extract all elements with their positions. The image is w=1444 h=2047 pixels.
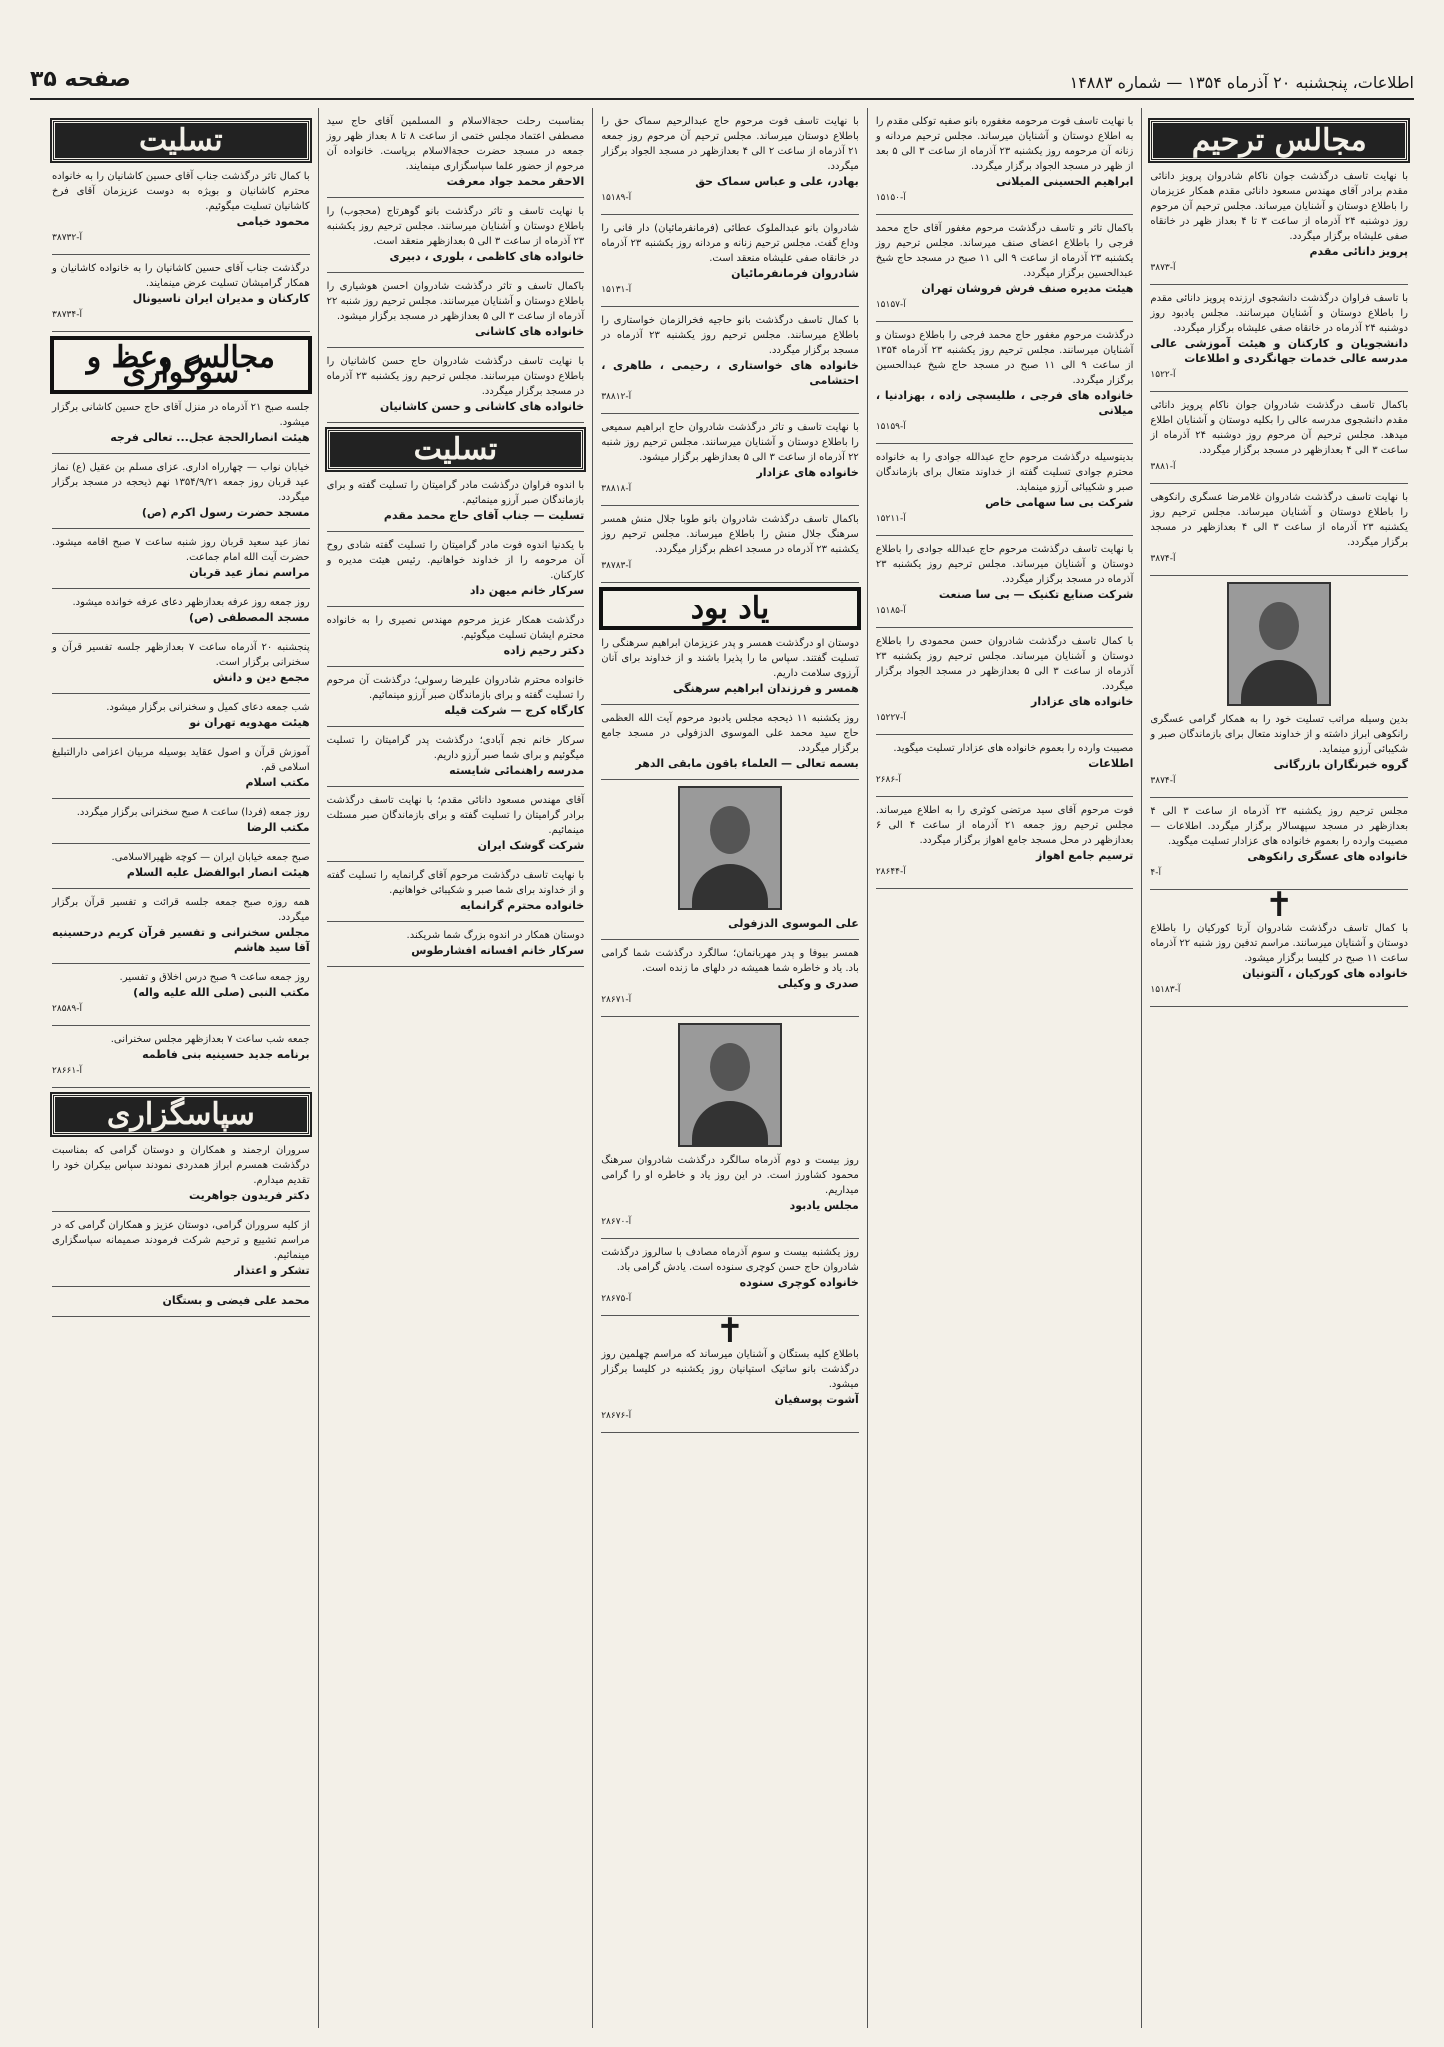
notice-title: بهادر، علی و عباس سماک حق <box>695 175 859 188</box>
notice-ref: آ-۳۸۷۳۲ <box>52 233 82 243</box>
divider <box>52 843 310 844</box>
notice <box>327 478 585 523</box>
notice <box>52 700 310 730</box>
notice-title: مراسم نماز عید قربان <box>189 566 310 579</box>
notice-body: با نهایت تاسف درگذشت شادروان حاج حسن کاشانیان را باطلاع دوستان میرسانند. مجلس ترحیم روز یکشنبه ۲۳ آذرماه در مسجد برگزار میگردد. <box>326 356 585 397</box>
notice-ref: آ-۳۸۷۳ <box>1150 263 1176 273</box>
divider <box>876 888 1134 889</box>
notice <box>1150 169 1408 276</box>
notice-title: تشکر و اعتذار <box>234 1264 310 1277</box>
notice-title: سرکار خانم میهن داد <box>469 584 585 597</box>
notice-title: محمد علی فیضی و بستگان <box>162 1294 310 1307</box>
notice-title: کارکنان و مدیران ایران ناسیونال <box>132 292 310 305</box>
column-2 <box>867 108 1142 2028</box>
notice-body: روز بیست و دوم آذرماه سالگرد درگذشت شادروان سرهنگ محمود کشاورز است. در این روز یاد و خاطره او را گرامی میداریم. <box>601 1155 859 1196</box>
notice <box>52 460 310 520</box>
notice-title: هیئت انصار ابوالفضل علیه السلام <box>126 866 310 879</box>
divider <box>52 331 310 332</box>
notice-title: صدری و وکیلی <box>777 977 859 990</box>
notice-title: همسر و فرزندان ابراهیم سرهنگی <box>673 682 859 695</box>
divider <box>327 347 585 348</box>
notice-ref: آ-۳۸۷۴ <box>1150 554 1176 564</box>
notice <box>1150 804 1408 881</box>
notice-title: تسلیت — جناب آقای حاج محمد مقدم <box>383 509 585 522</box>
notice-body: جلسه صبح ۲۱ آذرماه در منزل آقای حاج حسین کاشانی برگزار میشود. <box>52 402 310 428</box>
notice <box>52 261 310 323</box>
divider <box>327 726 585 727</box>
notice-body: با نهایت تاسف درگذشت شادروان غلامرضا عسگری رانکوهی را باطلاع دوستان و آشنایان میرساند. مجلس ترحیم روز یکشنبه ۲۳ آذرماه از ساعت ۳ الی ۴ بعدازظهر در مسجد برگزار میگردد. <box>1150 492 1408 548</box>
divider <box>52 1286 310 1287</box>
notice-ref: آ-۲۸۶۷۰ <box>601 1217 632 1227</box>
notice-ref: آ-۱۵۱۸۳ <box>1150 985 1181 995</box>
divider <box>52 798 310 799</box>
notice-body: باکمال تاسف درگذشت شادروان بانو طوبا جلال منش همسر سرهنگ جلال منش را باطلاع میرساند. مجلس ترحیم روز یکشنبه ۲۳ آذرماه در مسجد اعظم برگزار میگردد. <box>601 514 859 555</box>
divider <box>327 921 585 922</box>
notice-body: آموزش قرآن و اصول عقاید بوسیله مربیان اعزامی دارالتبلیغ اسلامی قم. <box>52 747 310 773</box>
notice <box>52 895 310 955</box>
notice-body: باکمال تاثر و تاسف درگذشت مرحوم مغفور آقای حاج محمد فرجی را باطلاع اعضای صنف میرساند. مجلس ترحیم روز یکشنبه ۲۳ آذرماه از ساعت ۹ الی ۱۱ صبح در مسجد حاج شیخ عبدالحسین برگزار میگردد. <box>875 223 1134 279</box>
notice-title: مدرسه راهنمائی شایسته <box>449 764 585 777</box>
notice-title: خانواده های عزادار <box>756 466 859 479</box>
divider <box>876 214 1134 215</box>
divider <box>52 963 310 964</box>
notice-body: باطلاع کلیه بستگان و آشنایان میرساند که مراسم چهلمین روز درگذشت بانو ساتیک استپانیان روز یکشنبه در کلیسا برگزار میشود. <box>601 1349 859 1390</box>
notice-body: درگذشت همکار عزیز مرحوم مهندس نصیری را به خانواده محترم ایشان تسلیت میگوئیم. <box>326 615 585 641</box>
notice-title: الاحقر محمد جواد معرفت <box>446 175 585 188</box>
divider <box>327 531 585 532</box>
divider <box>601 214 859 215</box>
notice <box>876 741 1134 788</box>
notice-title: هیئت مدیره صنف فرش فروشان تهران <box>921 282 1134 295</box>
notice <box>1150 712 1408 789</box>
divider <box>52 588 310 589</box>
notice-body: دوستان او درگذشت همسر و پدر عزیزمان ابراهیم سرهنگی را تسلیت گفتند. سپاس ما را پذیرا باشند و از خداوند برای آنان آرزوی سلامت داریم. <box>601 638 859 679</box>
divider <box>1150 483 1408 484</box>
notice-body: آقای مهندس مسعود دانائی مقدم؛ با نهایت تاسف درگذشت برادر گرامیتان را تسلیت گفته و برای بازماندگان صبر مسئلت مینمائیم. <box>326 795 585 836</box>
divider <box>52 888 310 889</box>
notice-body: صبح جمعه خیابان ایران — کوچه ظهیرالاسلامی. <box>111 852 310 863</box>
notice <box>601 916 859 931</box>
notice <box>876 221 1134 313</box>
notice-body: بدین وسیله مراتب تسلیت خود را به همکار گرامی عسگری رانکوهی ابراز داشته و از خداوند متعال برای بازماندگان صبر و شکیبائی آرزو مینماید. <box>1150 714 1408 755</box>
notice-title: خانواده های عزادار <box>1031 695 1134 708</box>
notice-ref: آ-۱۵۱۳۱ <box>601 285 632 295</box>
notice-title: شرکت صنایع تکنیک — بی سا صنعت <box>938 588 1134 601</box>
notice-title: برنامه جدید حسینیه بنی فاطمه <box>142 1048 310 1061</box>
notice-title: شرکت گوشک ایران <box>477 839 585 852</box>
notice-body: نماز عید سعید قربان روز شنبه ساعت ۷ صبح اقامه میشود. حضرت آیت الله امام جماعت. <box>52 537 310 563</box>
notice-ref: آ-۱۵۱۵۰ <box>875 193 906 203</box>
divider <box>327 861 585 862</box>
notice <box>876 450 1134 527</box>
divider <box>327 606 585 607</box>
notice-ref: آ-۲۸۶۷۱ <box>601 995 632 1005</box>
notice <box>52 640 310 685</box>
notice-body: روز جمعه (فردا) ساعت ۸ صبح سخنرانی برگزار میگردد. <box>76 807 310 818</box>
notice-body: همه روزه صبح جمعه جلسه قرائت و تفسیر قرآن برگزار میگردد. <box>52 897 310 923</box>
notice-body: با کمال تاسف درگذشت شادروان آرتا کورکیان را باطلاع دوستان و آشنایان میرسانند. مراسم تدفین روز شنبه ۲۲ آذرماه ساعت ۱۱ صبح در کلیسا برگزار میشود. <box>1150 923 1408 964</box>
notice <box>601 1347 859 1424</box>
notice-ref: آ-۱۵۲۲ <box>1150 370 1176 380</box>
notice-ref: آ-۱۵۱۵۷ <box>875 300 906 310</box>
notice-body: باکمال تاسف درگذشت شادروان جوان ناکام پرویز دانائی مقدم دانشجوی مدرسه عالی را بکلیه دوستان و آشنایان اطلاع میدهد. مجلس ترحیم آن مرحوم روز دوشنبه ۲۴ آذرماه از ساعت ۳ الی ۴ بعدازظهر در مسجد برگزار میگردد. <box>1150 400 1408 456</box>
banner-tasliyat-2: تسلیت <box>327 429 585 470</box>
divider <box>327 422 585 423</box>
page-number: صفحه ۳۵ <box>30 67 131 92</box>
divider <box>601 1432 859 1433</box>
banner-sepasgozari: سپاسگزاری <box>52 1094 310 1135</box>
notice-title: خانواده های کاظمی ، بلوری ، دبیری <box>389 250 585 263</box>
notice-ref: آ-۴ <box>1150 868 1161 878</box>
divider <box>52 254 310 255</box>
column-1 <box>1141 108 1416 2028</box>
notice-title: خانواده کوچری سنوده <box>739 1276 859 1289</box>
notice-title: خانواده های عسگری رانکوهی <box>1247 850 1408 863</box>
divider <box>601 779 859 780</box>
divider <box>876 796 1134 797</box>
notice-grid <box>44 108 1416 2028</box>
notice <box>601 1153 859 1230</box>
page-header <box>30 60 1414 100</box>
divider <box>1150 575 1408 576</box>
notice-title: مسجد المصطفی (ص) <box>188 611 310 624</box>
notice <box>52 805 310 835</box>
divider <box>327 197 585 198</box>
notice-body: با نهایت تاسف و تاثر درگذشت بانو گوهرتاج (محجوب) را باطلاع دوستان و آشنایان میرسانند. مجلس ترحیم روز یکشنبه ۲۳ آذرماه از ساعت ۳ الی ۵ بعدازظهر منعقد است. <box>326 206 585 247</box>
notice-body: با نهایت تاسف درگذشت مرحوم حاج عبدالله جوادی را باطلاع دوستان و آشنایان میرساند. مجلس ترحیم روز یکشنبه ۲۳ آذرماه در مسجد برگزار میگردد. <box>875 544 1134 585</box>
divider <box>327 786 585 787</box>
notice-title: هیئت مهدویه تهران نو <box>189 716 310 729</box>
notice-body: روز جمعه روز عرفه بعدازظهر دعای عرفه خوانده میشود. <box>72 597 310 608</box>
notice-body: مجلس ترحیم روز یکشنبه ۲۳ آذرماه از ساعت ۳ الی ۴ بعدازظهر در مسجد سپهسالار برگزار میگردد. اطلاعات — مصیبت وارده را بعموم خانواده های عزادار تسلیت میگوید. <box>1150 806 1408 847</box>
notice <box>876 634 1134 726</box>
notice-ref: آ-۲۶۸۶ <box>875 775 901 785</box>
column-3 <box>592 108 867 2028</box>
notice-body: با نهایت تاسف و تاثر درگذشت شادروان حاج ابراهیم سمیعی را باطلاع دوستان و آشنایان میرسانند. مجلس ترحیم روز شنبه ۲۲ آذرماه از ساعت ۳ الی ۵ بعدازظهر برگزار میشود. <box>601 422 859 463</box>
notice-body: خانواده محترم شادروان علیرضا رسولی؛ درگذشت آن مرحوم را تسلیت گفته و برای بازماندگان صبر آرزو مینمائیم. <box>326 675 585 701</box>
notice-body: با نهایت تاسف درگذشت جوان ناکام شادروان پرویز دانائی مقدم برادر آقای مهندس مسعود دانائی مقدم همکار عزیزمان را باطلاع دوستان و آشنایان میرساند. مجلس ترحیم آن مرحوم روز دوشنبه ۲۴ آذرماه از ساعت ۳ تا ۴ بعداز ظهر در خانقاه صفی علیشاه برگزار میگردد. <box>1150 171 1409 242</box>
notice <box>327 204 585 264</box>
notice <box>601 1245 859 1307</box>
notice <box>52 1218 310 1278</box>
banner-yadbud: یاد بود <box>601 589 859 628</box>
notice-title: خانواده های خواستاری ، رحیمی ، طاهری ، احتشامی <box>601 359 859 387</box>
notice <box>876 803 1134 880</box>
notice-body: فوت مرحوم آقای سید مرتضی کوثری را به اطلاع میرساند. مجلس ترحیم روز جمعه ۲۱ آذرماه از ساعت ۴ الی ۶ بعدازظهر در محل مسجد جامع اهواز برگزار میگردد. <box>875 805 1134 846</box>
notice-title: دانشجویان و کارکنان و هیئت آموزشی عالی مدرسه عالی خدمات جهانگردی و اطلاعات <box>1150 337 1408 365</box>
divider <box>52 1316 310 1317</box>
divider <box>327 272 585 273</box>
notice-ref: آ-۳۸۸۱ <box>1150 462 1176 472</box>
divider <box>52 633 310 634</box>
divider <box>52 1211 310 1212</box>
divider <box>876 321 1134 322</box>
notice-body: شب جمعه دعای کمیل و سخنرانی برگزار میشود. <box>106 702 310 713</box>
divider <box>327 966 585 967</box>
divider <box>876 443 1134 444</box>
notice-body: با یکدنیا اندوه فوت مادر گرامیتان را تسلیت گفته شادی روح آن مرحومه را از خداوند خواهانیم. رئیس هیئت مدیره و کارکنان. <box>326 540 585 581</box>
notice-ref: آ-۱۵۱۵۹ <box>875 422 906 432</box>
notice-title: خانواده های کورکیان ، آلتونیان <box>1242 967 1408 980</box>
notice-ref: آ-۳۸۸۱۲ <box>601 392 632 402</box>
notice-title: خانواده های فرجی ، طلیسچی زاده ، بهزادنیا ، میلانی <box>875 389 1134 417</box>
notice-title: ترسیم جامع اهواز <box>1036 849 1134 862</box>
divider <box>52 528 310 529</box>
divider <box>601 306 859 307</box>
notice-title: محمود خیامی <box>236 215 310 228</box>
notice-title: دکتر رحیم زاده <box>503 644 585 657</box>
notice-ref: آ-۳۸۷۳۴ <box>52 310 82 320</box>
notice-title: مجمع دین و دانش <box>212 671 310 684</box>
notice-body: جمعه شب ساعت ۷ بعدازظهر مجلس سخنرانی. <box>110 1034 310 1045</box>
notice <box>601 946 859 1008</box>
notice <box>876 328 1134 435</box>
notice-ref: آ-۲۸۵۸۹ <box>52 1004 82 1014</box>
divider <box>601 413 859 414</box>
notice-body: با نهایت تاسف فوت مرحومه مغفوره بانو صفیه توکلی مقدم را به اطلاع دوستان و آشنایان میرساند. مجلس ترحیم مردانه و زنانه آن مرحومه روز یکشنبه ۲۳ آذرماه از ساعت ۳ الی ۵ بعد از ظهر در مسجد الجواد برگزار میگردد. <box>875 116 1134 172</box>
column-4 <box>318 108 593 2028</box>
notice <box>601 636 859 696</box>
notice-title: شادروان فرمانفرمائیان <box>731 267 859 280</box>
notice-body: با کمال تاسف درگذشت بانو حاجیه فخرالزمان خواستاری را باطلاع میرسانند. مجلس ترحیم روز یکشنبه ۲۳ آذرماه در مسجد برگزار میگردد. <box>601 315 859 356</box>
divider <box>1150 284 1408 285</box>
notice <box>327 613 585 658</box>
notice-title: پرویز دانائی مقدم <box>1309 245 1408 258</box>
notice-title: مجلس سخنرانی و تفسیر قرآن کریم درحسینیه آقا سید هاشم <box>52 926 310 954</box>
notice-body: با نهایت تاسف فوت مرحوم حاج عبدالرحیم سماک حق را باطلاع دوستان میرساند. مجلس ترحیم آن مرحوم روز جمعه ۲۱ آذرماه از ساعت ۲ الی ۴ بعدازظهر در مسجد الجواد برگزار میگردد. <box>601 116 859 172</box>
notice <box>876 114 1134 206</box>
notice-body: روز یکشنبه بیست و سوم آذرماه مصادف با سالروز درگذشت شادروان حاج حسن کوچری سنوده است. یادش گرامی باد. <box>601 1247 859 1273</box>
notice <box>601 313 859 405</box>
notice-body: پنجشنبه ۲۰ آذرماه ساعت ۷ بعدازظهر جلسه تفسیر قرآن و سخنرانی برگزار است. <box>52 642 310 668</box>
portrait-photo <box>678 1023 782 1147</box>
notice-body: با کمال تاسف درگذشت شادروان حسن محمودی را باطلاع دوستان و آشنایان میرساند. مجلس ترحیم روز یکشنبه ۲۳ آذرماه از ساعت ۳ الی ۵ بعدازظهر در مسجد الجواد برگزار میگردد. <box>875 636 1134 692</box>
notice <box>327 114 585 189</box>
notice-body: با کمال تاثر درگذشت جناب آقای حسین کاشانیان را به خانواده محترم کاشانیان و بویژه به دوست عزیزمان آقای فرخ کاشانیان تسلیت میگوئیم. <box>52 171 310 212</box>
notice <box>52 535 310 580</box>
notice <box>601 221 859 298</box>
cross-icon: ✝ <box>715 1311 745 1351</box>
notice-body: با اندوه فراوان درگذشت مادر گرامیتان را تسلیت گفته و برای بازماندگان صبر آرزو مینمائیم. <box>326 480 585 506</box>
notice-title: گروه خبرنگاران بازرگانی <box>1273 758 1408 771</box>
divider <box>52 1087 310 1088</box>
notice-title: خانواده های کاشانی <box>474 325 585 338</box>
divider <box>601 505 859 506</box>
notice <box>1150 398 1408 475</box>
cross-icon: ✝ <box>1264 885 1294 925</box>
notice-title: شرکت بی سا سهامی خاص <box>985 496 1134 509</box>
notice-ref: آ-۱۵۲۲۷ <box>875 713 906 723</box>
notice-title: علی الموسوی الدزفولی <box>728 917 859 930</box>
notice <box>52 850 310 880</box>
divider <box>52 1025 310 1026</box>
notice <box>52 745 310 790</box>
notice <box>1150 490 1408 567</box>
notice-body: درگذشت جناب آقای حسین کاشانیان را به خانواده کاشانیان و همکار گرامیشان تسلیت عرض مینمایند. <box>52 263 310 289</box>
notice <box>327 673 585 718</box>
notice-body: روز یکشنبه ۱۱ ذیحجه مجلس یادبود مرحوم آیت الله العظمی حاج سید محمد علی الموسوی الدزفولی در مسجد جامع برگزار میگردد. <box>601 713 859 754</box>
notice-body: بدینوسیله درگذشت مرحوم حاج عبدالله جوادی را به خانواده محترم جوادی تسلیت گفته از خداوند متعال برای بازماندگان صبر و شکیبائی آرزو مینماید. <box>875 452 1134 493</box>
divider <box>52 693 310 694</box>
notice-title: مکتب اسلام <box>245 776 310 789</box>
divider <box>52 738 310 739</box>
notice-ref: آ-۱۵۲۱۱ <box>875 514 906 524</box>
notice-title: مجلس یادبود <box>789 1199 859 1212</box>
divider <box>327 666 585 667</box>
notice <box>327 354 585 414</box>
portrait-photo <box>678 786 782 910</box>
notice-ref: آ-۲۸۶۷۵ <box>601 1294 632 1304</box>
divider <box>876 734 1134 735</box>
divider <box>601 939 859 940</box>
notice <box>601 114 859 206</box>
notice-title: مسجد حضرت رسول اکرم (ص) <box>141 506 310 519</box>
notice-body: بمناسبت رحلت حجةالاسلام و المسلمین آقای حاج سید مصطفی اعتماد مجلس ختمی از ساعت ۸ تا ۸ بعداز ظهر روز جمعه در مسجد حضرت حجةالاسلام برپاست. خانواده آن مرحوم از حضور علما سپاسگزاری مینمایند. <box>326 116 585 172</box>
notice-ref: آ-۱۵۱۸۵ <box>875 606 906 616</box>
notice <box>52 1032 310 1079</box>
notice-ref: آ-۳۸۷۸۳ <box>601 561 632 571</box>
notice-body: باکمال تاسف و تاثر درگذشت شادروان احسن هوشیاری را باطلاع دوستان و آشنایان میرسانند. مجلس ترحیم روز شنبه ۲۲ آذرماه از ساعت ۳ الی ۵ بعدازظهر در مسجد برگزار میشود. <box>326 281 585 322</box>
notice-ref: آ-۲۸۶۷۶ <box>601 1411 632 1421</box>
notice-body: خیابان نواب — چهارراه اداری. عزای مسلم بن عقیل (ع) نماز عید قربان روز جمعه ۱۳۵۴/۹/۲۱ نهم ذیحجه در مسجد برگزار میگردد. <box>52 462 310 503</box>
notice <box>1150 291 1408 383</box>
notice-ref: آ-۳۸۷۴ <box>1150 776 1176 786</box>
notice <box>52 970 310 1017</box>
divider <box>1150 391 1408 392</box>
notice <box>327 279 585 339</box>
banner-majales-vaz: مجالس وعظ و سوگواری <box>52 338 310 392</box>
notice <box>327 868 585 913</box>
notice <box>52 1143 310 1203</box>
notice-title: ابراهیم الحسینی المیلانی <box>995 175 1134 188</box>
notice-body: شادروان بانو عبدالملوک عطائی (فرمانفرمائیان) دار فانی را وداع گفت. مجلس ترحیم زنانه و مردانه روز یکشنبه ۲۳ آذرماه در خانقاه صفی علیشاه منعقد است. <box>601 223 859 264</box>
notice-title: دکتر فریدون جواهریت <box>188 1189 310 1202</box>
divider <box>52 453 310 454</box>
notice <box>601 512 859 574</box>
notice <box>52 595 310 625</box>
notice-body: سروران ارجمند و همکاران و دوستان گرامی که بمناسبت درگذشت همسرم ابراز همدردی نمودند سپاس بیکران خود را تقدیم میدارم. <box>52 1145 310 1186</box>
notice <box>327 538 585 598</box>
paper-info: اطلاعات، پنجشنبه ۲۰ آذرماه ۱۳۵۴ — شماره ۱۴۸۸۳ <box>1069 73 1414 92</box>
notice-title: کارگاه کرج — شرکت قیله <box>444 704 585 717</box>
notice-title: خانواده محترم گرانمایه <box>459 899 585 912</box>
divider <box>601 704 859 705</box>
divider <box>601 582 859 583</box>
notice-ref: آ-۲۸۶۶۱ <box>52 1066 82 1076</box>
column-5 <box>44 108 318 2028</box>
notice <box>327 928 585 958</box>
divider <box>876 627 1134 628</box>
notice-title: بسمه تعالی — العلماء باقون مابقی الدهر <box>635 757 859 770</box>
notice-ref: آ-۳۸۸۱۸ <box>601 484 632 494</box>
notice-body: از کلیه سروران گرامی، دوستان عزیز و همکاران گرامی که در مراسم تشییع و ترحیم شرکت فرمودند صمیمانه سپاسگزاری مینمائیم. <box>52 1220 310 1261</box>
portrait-photo <box>1227 582 1331 706</box>
notice-title: مکتب النبی (صلی الله علیه واله) <box>133 986 310 999</box>
notice-body: همسر بیوفا و پدر مهربانمان؛ سالگرد درگذشت شما گرامی باد. یاد و خاطره شما همیشه در دلهای ما زنده است. <box>601 948 859 974</box>
divider <box>601 1016 859 1017</box>
notice-ref: آ-۲۸۶۴۴ <box>875 867 906 877</box>
notice-body: مصیبت وارده را بعموم خانواده های عزادار تسلیت میگوید. <box>893 743 1134 754</box>
divider <box>601 1238 859 1239</box>
notice-ref: آ-۱۵۱۸۹ <box>601 193 632 203</box>
notice <box>52 1293 310 1308</box>
notice-title: آشوت پوسفیان <box>774 1393 859 1406</box>
notice-body: درگذشت مرحوم مغفور حاج محمد فرجی را باطلاع دوستان و آشنایان میرسانند. مجلس ترحیم روز یکشنبه ۲۳ آذرماه ۱۳۵۴ از ساعت ۹ الی ۱۱ صبح در مسجد حاج شیخ عبدالحسین برگزار میگردد. <box>875 330 1134 386</box>
notice <box>52 169 310 246</box>
notice-body: سرکار خانم نجم آبادی؛ درگذشت پدر گرامیتان را تسلیت میگوئیم و برای شما صبر آرزو داریم. <box>326 735 585 761</box>
notice-title: هیئت انصارالحجة عجل... تعالی فرجه <box>110 431 310 444</box>
divider <box>1150 797 1408 798</box>
notice <box>876 542 1134 619</box>
notice <box>1150 921 1408 998</box>
divider <box>876 535 1134 536</box>
notice-title: سرکار خانم افسانه افشارطوس <box>411 944 585 957</box>
banner-tasliyat-1: تسلیت <box>52 120 310 161</box>
banner-majales-tarhim: مجالس ترحیم <box>1150 120 1408 161</box>
notice <box>327 793 585 853</box>
notice-body: با تاسف فراوان درگذشت دانشجوی ارزنده پرویز دانائی مقدم را باطلاع دوستان و آشنایان میرسانند. مجلس یادبود روز دوشنبه ۲۴ آذرماه در خانقاه صفی علیشاه برگزار میگردد. <box>1150 293 1408 334</box>
notice <box>601 711 859 771</box>
notice-title: مکتب الرضا <box>246 821 310 834</box>
notice-body: روز جمعه ساعت ۹ صبح درس اخلاق و تفسیر. <box>119 972 310 983</box>
notice-title: خانواده های کاشانی و حسن کاشانیان <box>380 400 585 413</box>
notice-body: دوستان همکار در اندوه بزرگ شما شریکند. <box>406 930 585 941</box>
notice-body: با نهایت تاسف درگذشت مرحوم آقای گرانمایه را تسلیت گفته و از خداوند برای شما صبر و شکیبائی خواهانیم. <box>326 870 585 896</box>
notice <box>601 420 859 497</box>
notice <box>327 733 585 778</box>
divider <box>1150 1006 1408 1007</box>
notice-title: اطلاعات <box>1088 757 1134 770</box>
notice <box>52 400 310 445</box>
